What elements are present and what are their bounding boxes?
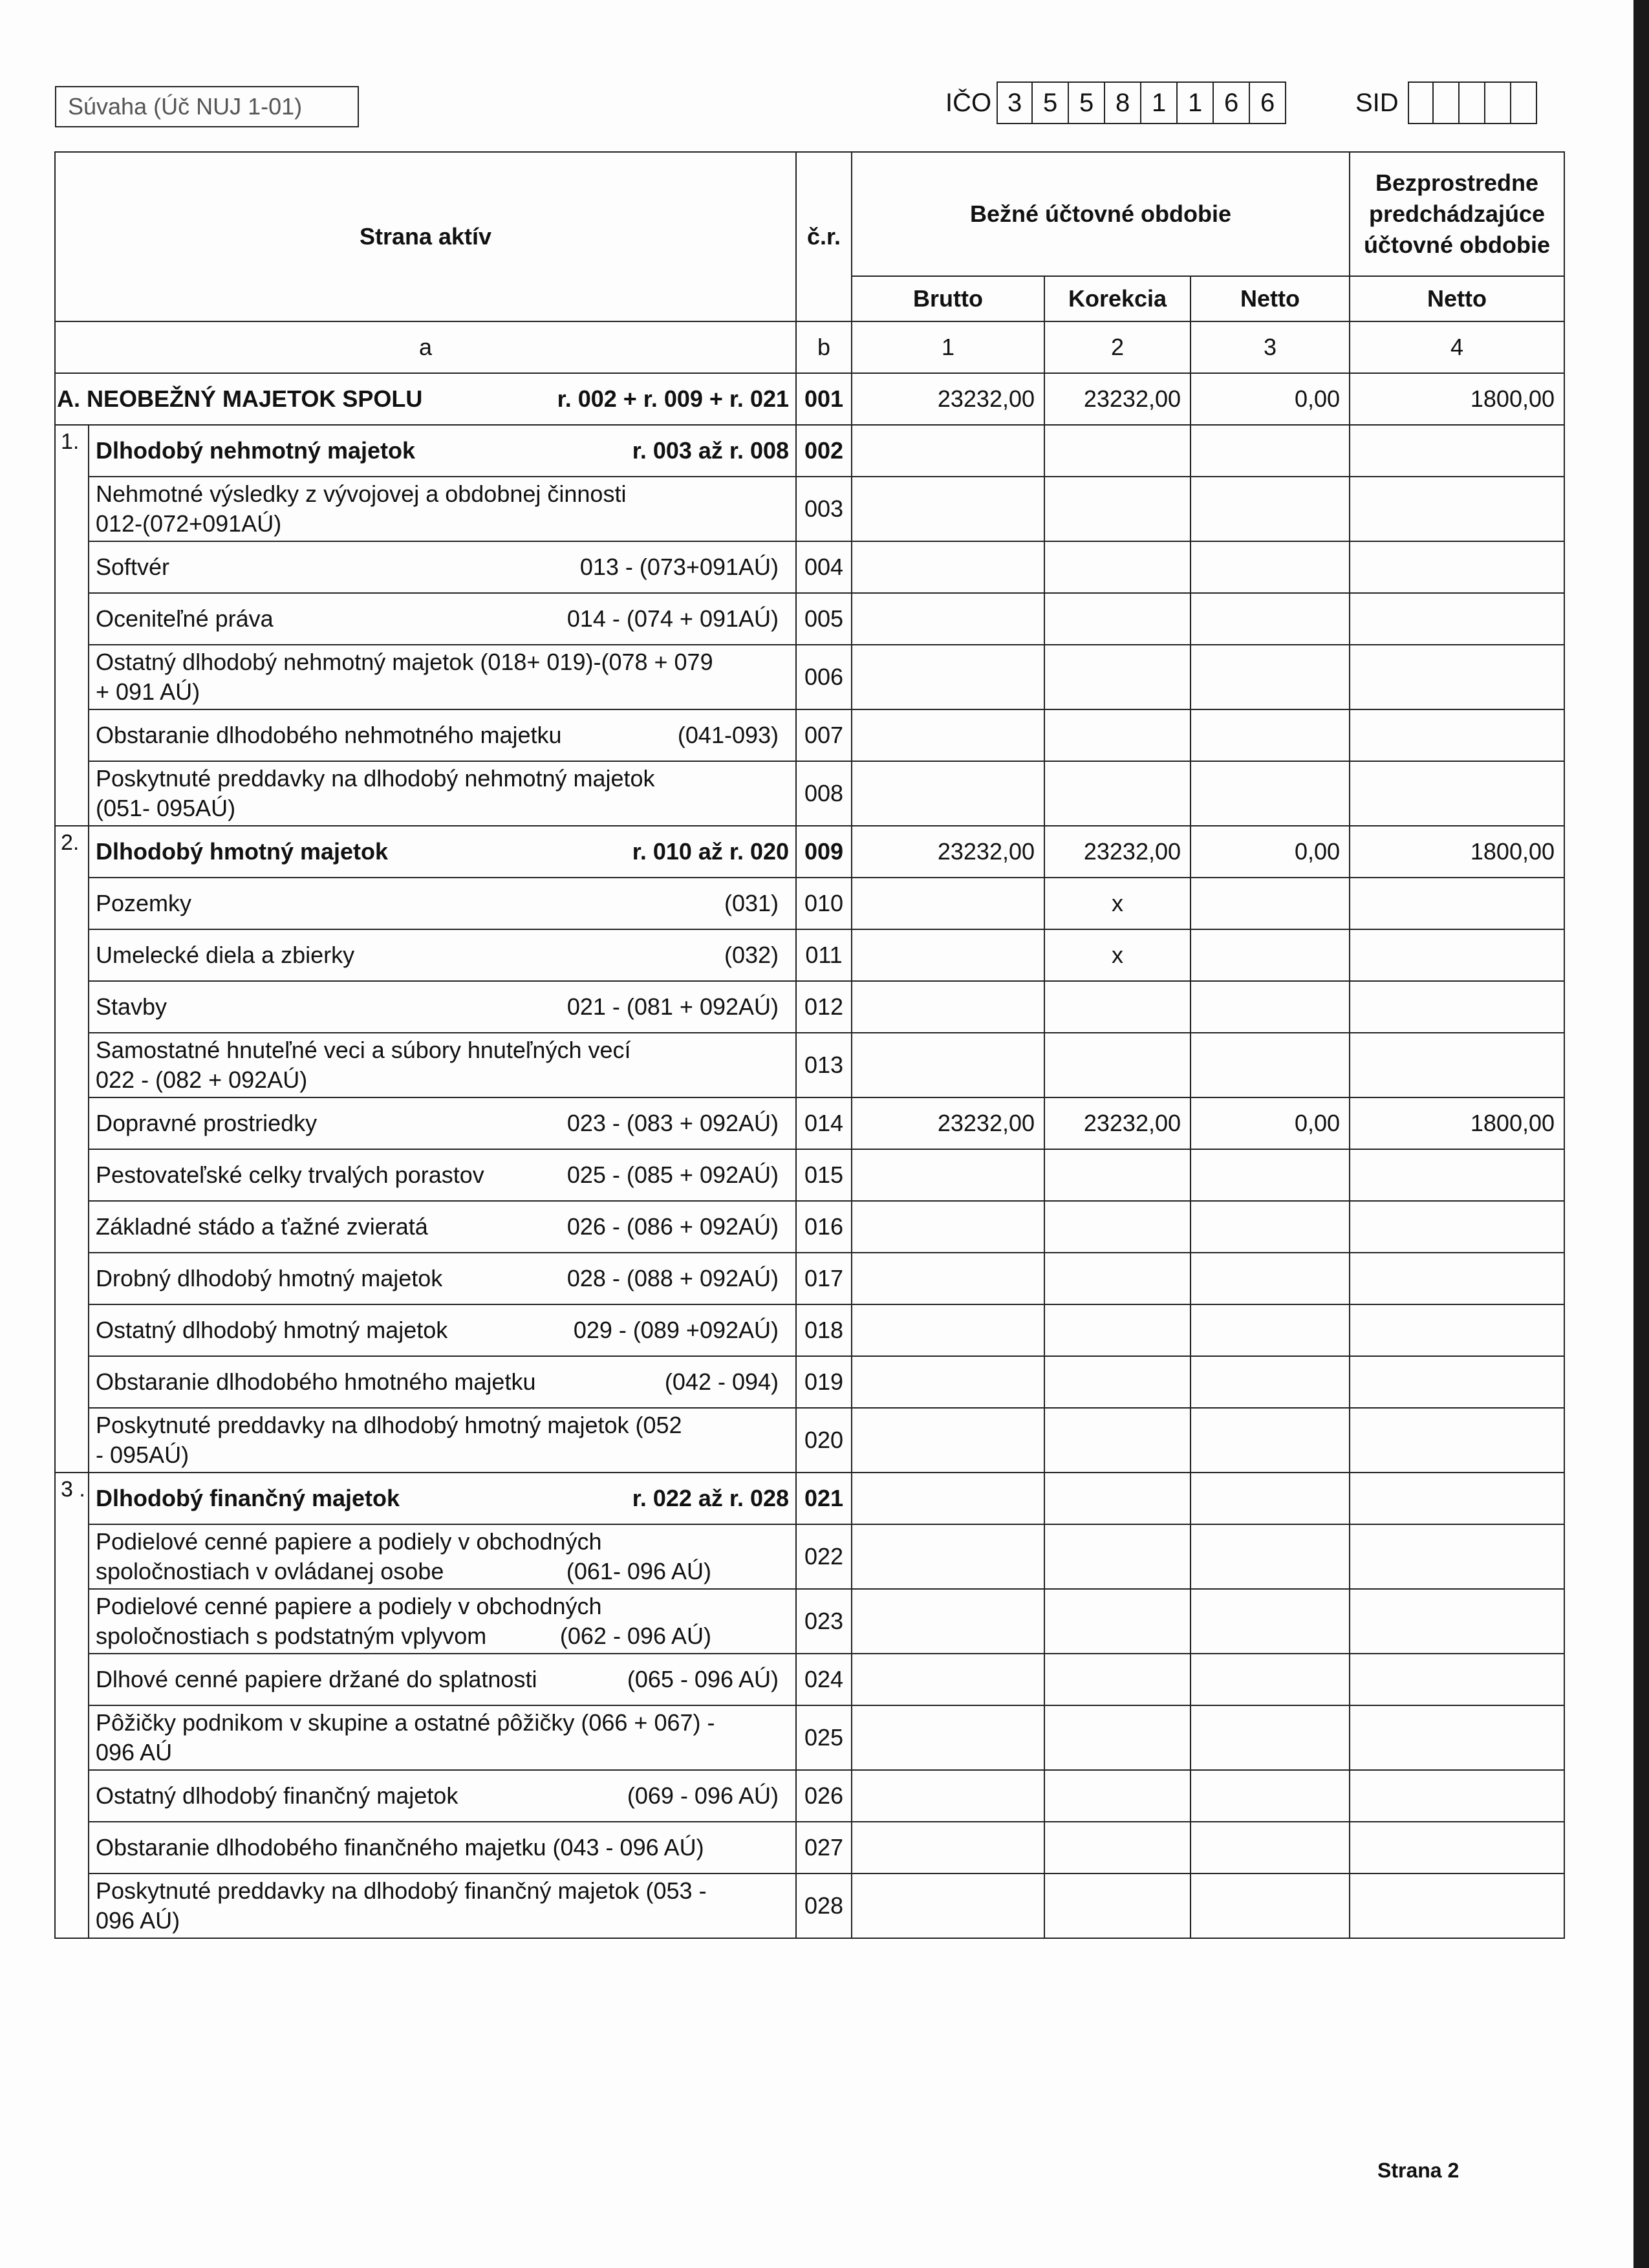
index-3: 3 (1191, 321, 1350, 373)
row-label-cell (89, 1033, 796, 1097)
section-brutto: 23232,00 (852, 826, 1044, 878)
row-cr: 016 (796, 1201, 852, 1253)
index-1: 1 (852, 321, 1044, 373)
row-label: Dlhové cenné papiere držané do splatnosti (96, 1666, 537, 1692)
row-korekcia (1044, 1524, 1191, 1589)
section-title: Dlhodobý nehmotný majetok (96, 437, 416, 464)
table-row (55, 1408, 1564, 1473)
table-row (55, 981, 1564, 1033)
ico-digit: 6 (1250, 81, 1286, 124)
row-label: Softvér (96, 554, 170, 580)
row-prev: 1800,00 (1350, 1097, 1564, 1149)
table-row (55, 1770, 1564, 1822)
row-label-line2: 096 AÚ) (96, 1907, 180, 1934)
section-netto: 0,00 (1191, 826, 1350, 878)
row-cr: 003 (796, 477, 852, 541)
row-label-line2: (051- 095AÚ) (96, 795, 236, 821)
section-title-cell (89, 1473, 796, 1524)
row-label: Pestovateľské celky trvalých porastov (96, 1161, 484, 1188)
row-korekcia (1044, 1705, 1191, 1770)
scan-edge (1633, 0, 1649, 2268)
row-prev (1350, 1033, 1564, 1097)
row-label-cell (89, 1822, 796, 1874)
table-row (55, 1705, 1564, 1770)
row-label: Obstaranie dlhodobého hmotného majetku (96, 1368, 536, 1395)
row-label-cell (89, 1874, 796, 1938)
row-netto (1191, 645, 1350, 709)
sid-box (1511, 81, 1537, 124)
section-number: 1. (55, 425, 89, 826)
row-cr: 027 (796, 1822, 852, 1874)
row-brutto: 23232,00 (852, 1097, 1044, 1149)
row-account: (061- 096 AÚ) (566, 1558, 712, 1584)
table-row (55, 477, 1564, 541)
sid-box (1485, 81, 1511, 124)
header-netto-prev: Netto (1350, 276, 1564, 321)
row-cr: 019 (796, 1356, 852, 1408)
row-netto (1191, 1253, 1350, 1304)
table-row (55, 645, 1564, 709)
row-label: Umelecké diela a zbierky (96, 942, 355, 968)
row-prev (1350, 1589, 1564, 1654)
section-number: 2. (55, 826, 89, 1473)
row-prev (1350, 1822, 1564, 1874)
header-brutto: Brutto (852, 276, 1044, 321)
row-korekcia: 23232,00 (1044, 1097, 1191, 1149)
row-korekcia (1044, 1356, 1191, 1408)
table-row (55, 593, 1564, 645)
row-label-cell (89, 593, 796, 645)
ico-digit: 5 (1033, 81, 1069, 124)
table-row (55, 1874, 1564, 1938)
row-label-cell (89, 1589, 796, 1654)
row-label-cell (89, 1253, 796, 1304)
page-number: Strana 2 (1377, 2159, 1460, 2182)
row-cr: 017 (796, 1253, 852, 1304)
row-prev (1350, 1201, 1564, 1253)
row-label: Obstaranie dlhodobého nehmotného majetku (96, 722, 562, 748)
row-label-cell (89, 1149, 796, 1201)
row-account: (042 - 094) (664, 1368, 779, 1395)
section-title: Dlhodobý finančný majetok (96, 1485, 400, 1511)
total-netto: 0,00 (1191, 373, 1350, 425)
row-prev (1350, 1149, 1564, 1201)
section-korekcia: 23232,00 (1044, 826, 1191, 878)
row-account: 023 - (083 + 092AÚ) (566, 1110, 779, 1136)
row-account: 026 - (086 + 092AÚ) (566, 1213, 779, 1240)
row-account: (069 - 096 AÚ) (627, 1782, 779, 1809)
row-label-cell (89, 1304, 796, 1356)
row-account: (065 - 096 AÚ) (627, 1666, 779, 1692)
form-label: Súvaha (Úč NUJ 1-01) (55, 86, 359, 127)
section-netto (1191, 425, 1350, 477)
row-korekcia (1044, 541, 1191, 593)
section-range: r. 010 až r. 020 (632, 838, 790, 865)
row-label-line2: - 095AÚ) (96, 1442, 189, 1468)
row-account: 029 - (089 +092AÚ) (573, 1317, 779, 1343)
row-label: Ostatný dlhodobý nehmotný majetok (018+ 019)-(078 + 079 (96, 649, 713, 675)
row-prev (1350, 593, 1564, 645)
ico-digit: 8 (1105, 81, 1141, 124)
row-account: 028 - (088 + 092AÚ) (566, 1265, 779, 1291)
row-prev (1350, 477, 1564, 541)
row-label: Dopravné prostriedky (96, 1110, 318, 1136)
section-korekcia (1044, 425, 1191, 477)
row-korekcia (1044, 1033, 1191, 1097)
section-row (55, 1473, 1564, 1524)
row-brutto (852, 981, 1044, 1033)
row-netto (1191, 878, 1350, 929)
row-brutto (852, 1524, 1044, 1589)
row-netto (1191, 1524, 1350, 1589)
section-cr: 021 (796, 1473, 852, 1524)
row-cr: 007 (796, 709, 852, 761)
header-previous-period: Bezprostredne predchádzajúce účtovné obdobie (1350, 152, 1564, 276)
table-row (55, 878, 1564, 929)
table-row (55, 1822, 1564, 1874)
total-account: r. 002 + r. 009 + r. 021 (557, 385, 790, 412)
section-row (55, 425, 1564, 477)
row-prev (1350, 541, 1564, 593)
section-korekcia (1044, 1473, 1191, 1524)
ico-digit: 1 (1178, 81, 1214, 124)
row-label: Pozemky (96, 890, 192, 916)
row-label-cell (89, 1201, 796, 1253)
row-netto (1191, 1874, 1350, 1938)
row-cr: 025 (796, 1705, 852, 1770)
index-4: 4 (1350, 321, 1564, 373)
table-row (55, 1201, 1564, 1253)
row-label-line2: 096 AÚ (96, 1739, 173, 1766)
row-netto (1191, 477, 1350, 541)
row-korekcia (1044, 1149, 1191, 1201)
row-label: Stavby (96, 993, 167, 1020)
row-netto (1191, 1822, 1350, 1874)
row-netto (1191, 1149, 1350, 1201)
row-brutto (852, 541, 1044, 593)
section-cr: 002 (796, 425, 852, 477)
row-label: Ostatný dlhodobý hmotný majetok (96, 1317, 448, 1343)
row-label: Poskytnuté preddavky na dlhodobý hmotný majetok (052 (96, 1412, 682, 1438)
row-brutto (852, 1253, 1044, 1304)
row-korekcia (1044, 1589, 1191, 1654)
section-netto (1191, 1473, 1350, 1524)
row-cr: 024 (796, 1654, 852, 1705)
table-row (55, 709, 1564, 761)
row-cr: 018 (796, 1304, 852, 1356)
row-label-cell (89, 1408, 796, 1473)
row-netto: 0,00 (1191, 1097, 1350, 1149)
section-brutto (852, 1473, 1044, 1524)
row-brutto (852, 1201, 1044, 1253)
row-brutto (852, 1033, 1044, 1097)
total-label: A. NEOBEŽNÝ MAJETOK SPOLU (57, 385, 423, 412)
row-prev (1350, 709, 1564, 761)
row-prev (1350, 1705, 1564, 1770)
row-netto (1191, 1356, 1350, 1408)
row-brutto (852, 1149, 1044, 1201)
row-korekcia: x (1044, 878, 1191, 929)
row-account: (031) (724, 890, 779, 916)
row-label-cell (89, 878, 796, 929)
row-brutto (852, 1408, 1044, 1473)
row-prev (1350, 1874, 1564, 1938)
row-korekcia (1044, 1654, 1191, 1705)
row-label: Pôžičky podnikom v skupine a ostatné pôžičky (066 + 067) - (96, 1709, 715, 1736)
row-label: Nehmotné výsledky z vývojovej a obdobnej činnosti (96, 481, 627, 507)
row-label-line2: 022 - (082 + 092AÚ) (96, 1066, 308, 1093)
row-label: Obstaranie dlhodobého finančného majetku (043 - 096 AÚ) (96, 1834, 704, 1861)
row-netto (1191, 1770, 1350, 1822)
row-account: 025 - (085 + 092AÚ) (566, 1161, 779, 1188)
ico-digit: 3 (997, 81, 1033, 124)
row-label-cell (89, 709, 796, 761)
row-cr: 008 (796, 761, 852, 826)
row-label: Poskytnuté preddavky na dlhodobý finančný majetok (053 - (96, 1877, 707, 1904)
row-brutto (852, 1822, 1044, 1874)
section-prev: 1800,00 (1350, 826, 1564, 878)
table-row (55, 761, 1564, 826)
row-brutto (852, 593, 1044, 645)
row-prev (1350, 1654, 1564, 1705)
row-korekcia (1044, 1874, 1191, 1938)
row-brutto (852, 929, 1044, 981)
row-label-cell (89, 477, 796, 541)
row-cr: 014 (796, 1097, 852, 1149)
section-prev (1350, 1473, 1564, 1524)
table-row (55, 1589, 1564, 1654)
row-brutto (852, 645, 1044, 709)
sid-box (1434, 81, 1460, 124)
row-netto (1191, 1408, 1350, 1473)
row-korekcia (1044, 761, 1191, 826)
header-side: Strana aktív (55, 152, 796, 321)
row-cr: 026 (796, 1770, 852, 1822)
table-row (55, 1524, 1564, 1589)
section-row (55, 826, 1564, 878)
section-range: r. 022 až r. 028 (632, 1485, 790, 1511)
row-brutto (852, 1654, 1044, 1705)
index-2: 2 (1044, 321, 1191, 373)
row-netto (1191, 1654, 1350, 1705)
row-label-cell (89, 1524, 796, 1589)
row-label-cell (89, 1770, 796, 1822)
row-label-cell (89, 929, 796, 981)
row-brutto (852, 1705, 1044, 1770)
section-title-cell (89, 826, 796, 878)
total-brutto: 23232,00 (852, 373, 1044, 425)
row-cr: 013 (796, 1033, 852, 1097)
row-korekcia (1044, 981, 1191, 1033)
header-korekcia: Korekcia (1044, 276, 1191, 321)
row-account: 014 - (074 + 091AÚ) (566, 605, 779, 632)
row-korekcia (1044, 1822, 1191, 1874)
total-korekcia: 23232,00 (1044, 373, 1191, 425)
row-label-cell (89, 645, 796, 709)
row-netto (1191, 1304, 1350, 1356)
sid-box (1408, 81, 1434, 124)
balance-sheet-table (54, 151, 1565, 1939)
row-prev (1350, 878, 1564, 929)
row-cr: 006 (796, 645, 852, 709)
table-row (55, 929, 1564, 981)
row-label-line2: + 091 AÚ) (96, 678, 200, 705)
row-korekcia (1044, 1770, 1191, 1822)
row-prev (1350, 1524, 1564, 1589)
row-prev (1350, 929, 1564, 981)
row-cr: 005 (796, 593, 852, 645)
row-netto (1191, 541, 1350, 593)
table-row (55, 1304, 1564, 1356)
ico-field (945, 80, 1286, 125)
table-row (55, 1097, 1564, 1149)
sid-field (1355, 80, 1537, 125)
section-brutto (852, 425, 1044, 477)
row-label-cell (89, 1356, 796, 1408)
row-netto (1191, 981, 1350, 1033)
row-label-cell (89, 1705, 796, 1770)
row-label-cell (89, 1654, 796, 1705)
row-cr: 010 (796, 878, 852, 929)
row-label-cell (89, 541, 796, 593)
row-netto (1191, 593, 1350, 645)
row-label: Oceniteľné práva (96, 605, 274, 632)
row-label-line2: spoločnostiach v ovládanej osobe (96, 1558, 444, 1584)
section-cr: 009 (796, 826, 852, 878)
row-account: (041-093) (677, 722, 779, 748)
ico-digit: 6 (1214, 81, 1250, 124)
total-cr: 001 (796, 373, 852, 425)
section-number: 3 . (55, 1473, 89, 1938)
table-row (55, 1253, 1564, 1304)
row-cr: 022 (796, 1524, 852, 1589)
row-korekcia: x (1044, 929, 1191, 981)
row-cr: 004 (796, 541, 852, 593)
row-cr: 023 (796, 1589, 852, 1654)
row-prev (1350, 1304, 1564, 1356)
row-label-cell (89, 761, 796, 826)
row-netto (1191, 709, 1350, 761)
row-brutto (852, 1356, 1044, 1408)
table-row (55, 1654, 1564, 1705)
row-korekcia (1044, 1304, 1191, 1356)
row-netto (1191, 761, 1350, 826)
row-korekcia (1044, 1253, 1191, 1304)
index-b: b (796, 321, 852, 373)
row-label: Podielové cenné papiere a podiely v obchodných (96, 1593, 602, 1619)
row-prev (1350, 981, 1564, 1033)
header-netto: Netto (1191, 276, 1350, 321)
row-label-line2: 012-(072+091AÚ) (96, 510, 282, 537)
section-title: Dlhodobý hmotný majetok (96, 838, 389, 865)
row-label: Základné stádo a ťažné zvieratá (96, 1213, 428, 1240)
ico-digit: 1 (1141, 81, 1178, 124)
row-label: Drobný dlhodobý hmotný majetok (96, 1265, 443, 1291)
row-prev (1350, 1770, 1564, 1822)
row-brutto (852, 1770, 1044, 1822)
row-account: (032) (724, 942, 779, 968)
row-account: 021 - (081 + 092AÚ) (566, 993, 779, 1020)
row-netto (1191, 1201, 1350, 1253)
row-brutto (852, 477, 1044, 541)
header-current-period: Bežné účtovné obdobie (852, 152, 1350, 276)
row-korekcia (1044, 709, 1191, 761)
row-label: Samostatné hnuteľné veci a súbory hnuteľných vecí (96, 1037, 631, 1063)
row-korekcia (1044, 477, 1191, 541)
row-prev (1350, 1356, 1564, 1408)
row-label: Poskytnuté preddavky na dlhodobý nehmotný majetok (96, 765, 655, 792)
row-korekcia (1044, 645, 1191, 709)
row-korekcia (1044, 593, 1191, 645)
row-cr: 011 (796, 929, 852, 981)
row-cr: 015 (796, 1149, 852, 1201)
row-brutto (852, 709, 1044, 761)
row-cr: 028 (796, 1874, 852, 1938)
section-title-cell (89, 425, 796, 477)
row-account: 013 - (073+091AÚ) (579, 554, 779, 580)
row-netto (1191, 1705, 1350, 1770)
header-cr: č.r. (796, 152, 852, 321)
row-korekcia (1044, 1408, 1191, 1473)
row-label: Podielové cenné papiere a podiely v obchodných (96, 1528, 602, 1555)
row-prev (1350, 645, 1564, 709)
row-prev (1350, 1253, 1564, 1304)
sid-label: SID (1355, 88, 1399, 117)
row-cr: 012 (796, 981, 852, 1033)
row-brutto (852, 761, 1044, 826)
sid-box (1460, 81, 1485, 124)
row-prev (1350, 761, 1564, 826)
table-row (55, 1149, 1564, 1201)
row-label: Ostatný dlhodobý finančný majetok (96, 1782, 458, 1809)
row-label-cell (89, 1097, 796, 1149)
row-netto (1191, 1033, 1350, 1097)
section-prev (1350, 425, 1564, 477)
table-row (55, 1033, 1564, 1097)
row-brutto (852, 1304, 1044, 1356)
row-label-line2: spoločnostiach s podstatným vplyvom (96, 1623, 487, 1649)
ico-label: IČO (945, 88, 992, 117)
table-row (55, 1356, 1564, 1408)
row-netto (1191, 1589, 1350, 1654)
row-korekcia (1044, 1201, 1191, 1253)
row-brutto (852, 1874, 1044, 1938)
ico-digit: 5 (1069, 81, 1105, 124)
row-label-cell (89, 981, 796, 1033)
row-account: (062 - 096 AÚ) (559, 1623, 712, 1649)
row-netto (1191, 929, 1350, 981)
table-row (55, 541, 1564, 593)
total-prev: 1800,00 (1350, 373, 1564, 425)
index-a: a (55, 321, 796, 373)
row-prev (1350, 1408, 1564, 1473)
row-cr: 020 (796, 1408, 852, 1473)
row-brutto (852, 878, 1044, 929)
row-brutto (852, 1589, 1044, 1654)
section-range: r. 003 až r. 008 (632, 437, 790, 464)
total-row (55, 373, 1564, 425)
